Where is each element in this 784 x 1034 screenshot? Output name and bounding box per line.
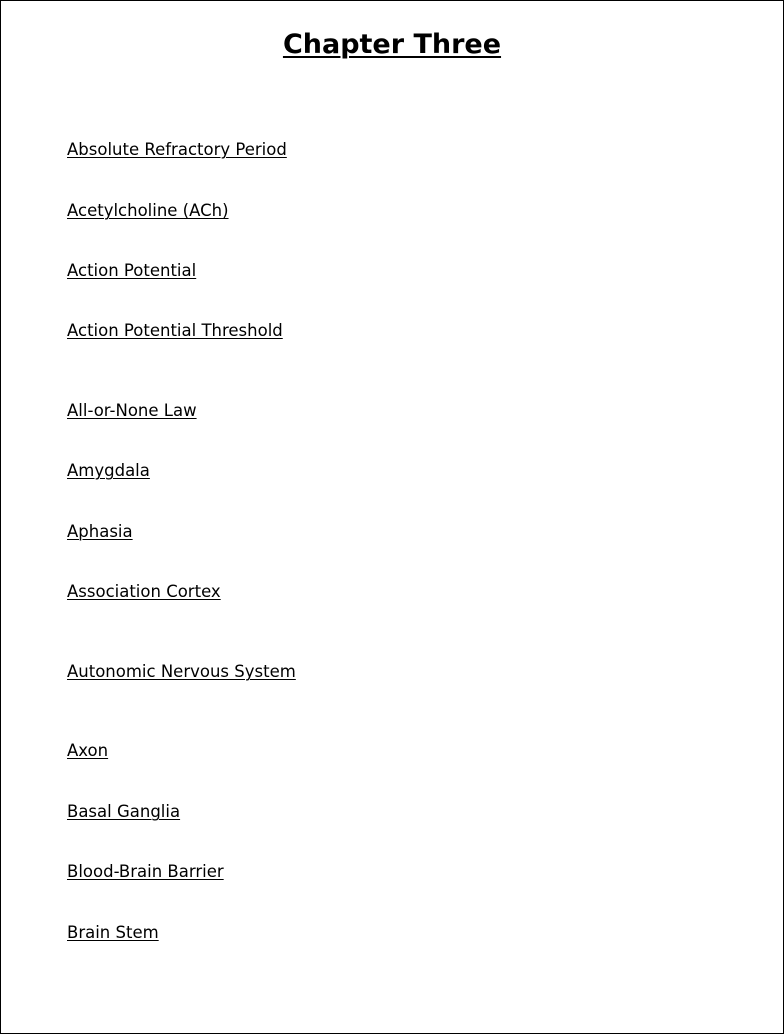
term-autonomic-nervous-system: Autonomic Nervous System xyxy=(67,662,296,681)
chapter-title-text: Chapter Three xyxy=(282,29,502,60)
term-action-potential: Action Potential xyxy=(67,261,197,280)
term-action-potential-threshold: Action Potential Threshold xyxy=(67,321,283,340)
term-all-or-none-law: All-or-None Law xyxy=(67,401,197,420)
term-blood-brain-barrier: Blood-Brain Barrier xyxy=(67,862,224,881)
term-aphasia: Aphasia xyxy=(67,522,133,541)
chapter-title xyxy=(1,28,783,62)
term-basal-ganglia: Basal Ganglia xyxy=(67,802,181,821)
term-acetylcholine: Acetylcholine (ACh) xyxy=(67,201,229,220)
term-axon: Axon xyxy=(67,741,109,760)
term-brain-stem: Brain Stem xyxy=(67,923,159,942)
term-amygdala: Amygdala xyxy=(67,461,150,480)
term-absolute-refractory-period: Absolute Refractory Period xyxy=(67,140,287,159)
term-association-cortex: Association Cortex xyxy=(67,582,221,601)
